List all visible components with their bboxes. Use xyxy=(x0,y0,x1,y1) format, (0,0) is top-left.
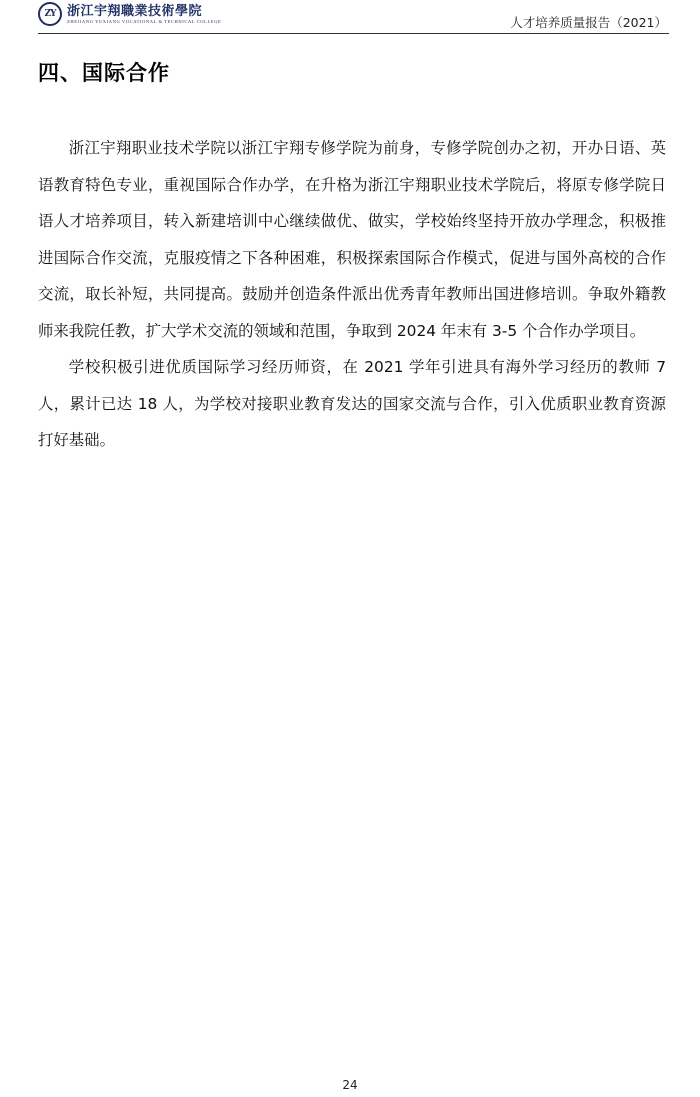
page-number: 24 xyxy=(342,1078,358,1092)
report-title: 人才培养质量报告（2021） xyxy=(510,15,667,30)
paragraph-international-cooperation: 浙江宇翔职业技术学院以浙江宇翔专修学院为前身，专修学院创办之初，开办日语、英语教育特色专业，重视国际合作办学，在升格为浙江宇翔职业技术学院后，将原专修学院日语人才培养项目，转入新建培训中心继续做优、做实，学校始终坚持开放办学理念，积极推进国际合作交流，克服疫情之下各种困难，积极探索国际合作模式，促进与国外高校的合作交流，取长补短，共同提高。鼓励并创造条件派出优秀青年教师出国进修培训。争取外籍教师来我院任教，扩大学术交流的领域和范围，争取到 2024 年末有 3-5 个合作办学项目。 xyxy=(38,139,666,340)
college-logo xyxy=(38,2,221,26)
college-emblem-icon: ZY xyxy=(38,2,62,26)
college-name-chinese: 浙江宇翔職業技術學院 xyxy=(67,3,203,19)
paragraph-overseas-teachers: 学校积极引进优质国际学习经历师资，在 2021 学年引进具有海外学习经历的教师 7 人，累计已达 18 人，为学校对接职业教育发达的国家交流与合作，引入优质职业教育资源打好基础。 xyxy=(38,358,666,449)
college-name-english: ZHEJIANG YUXIANG VOCATIONAL & TECHNICAL COLLEGE xyxy=(67,18,222,24)
section-heading: 四、国际合作 xyxy=(38,61,170,85)
body-text xyxy=(38,130,666,459)
page-header xyxy=(38,0,669,34)
college-logo-text xyxy=(67,4,221,25)
